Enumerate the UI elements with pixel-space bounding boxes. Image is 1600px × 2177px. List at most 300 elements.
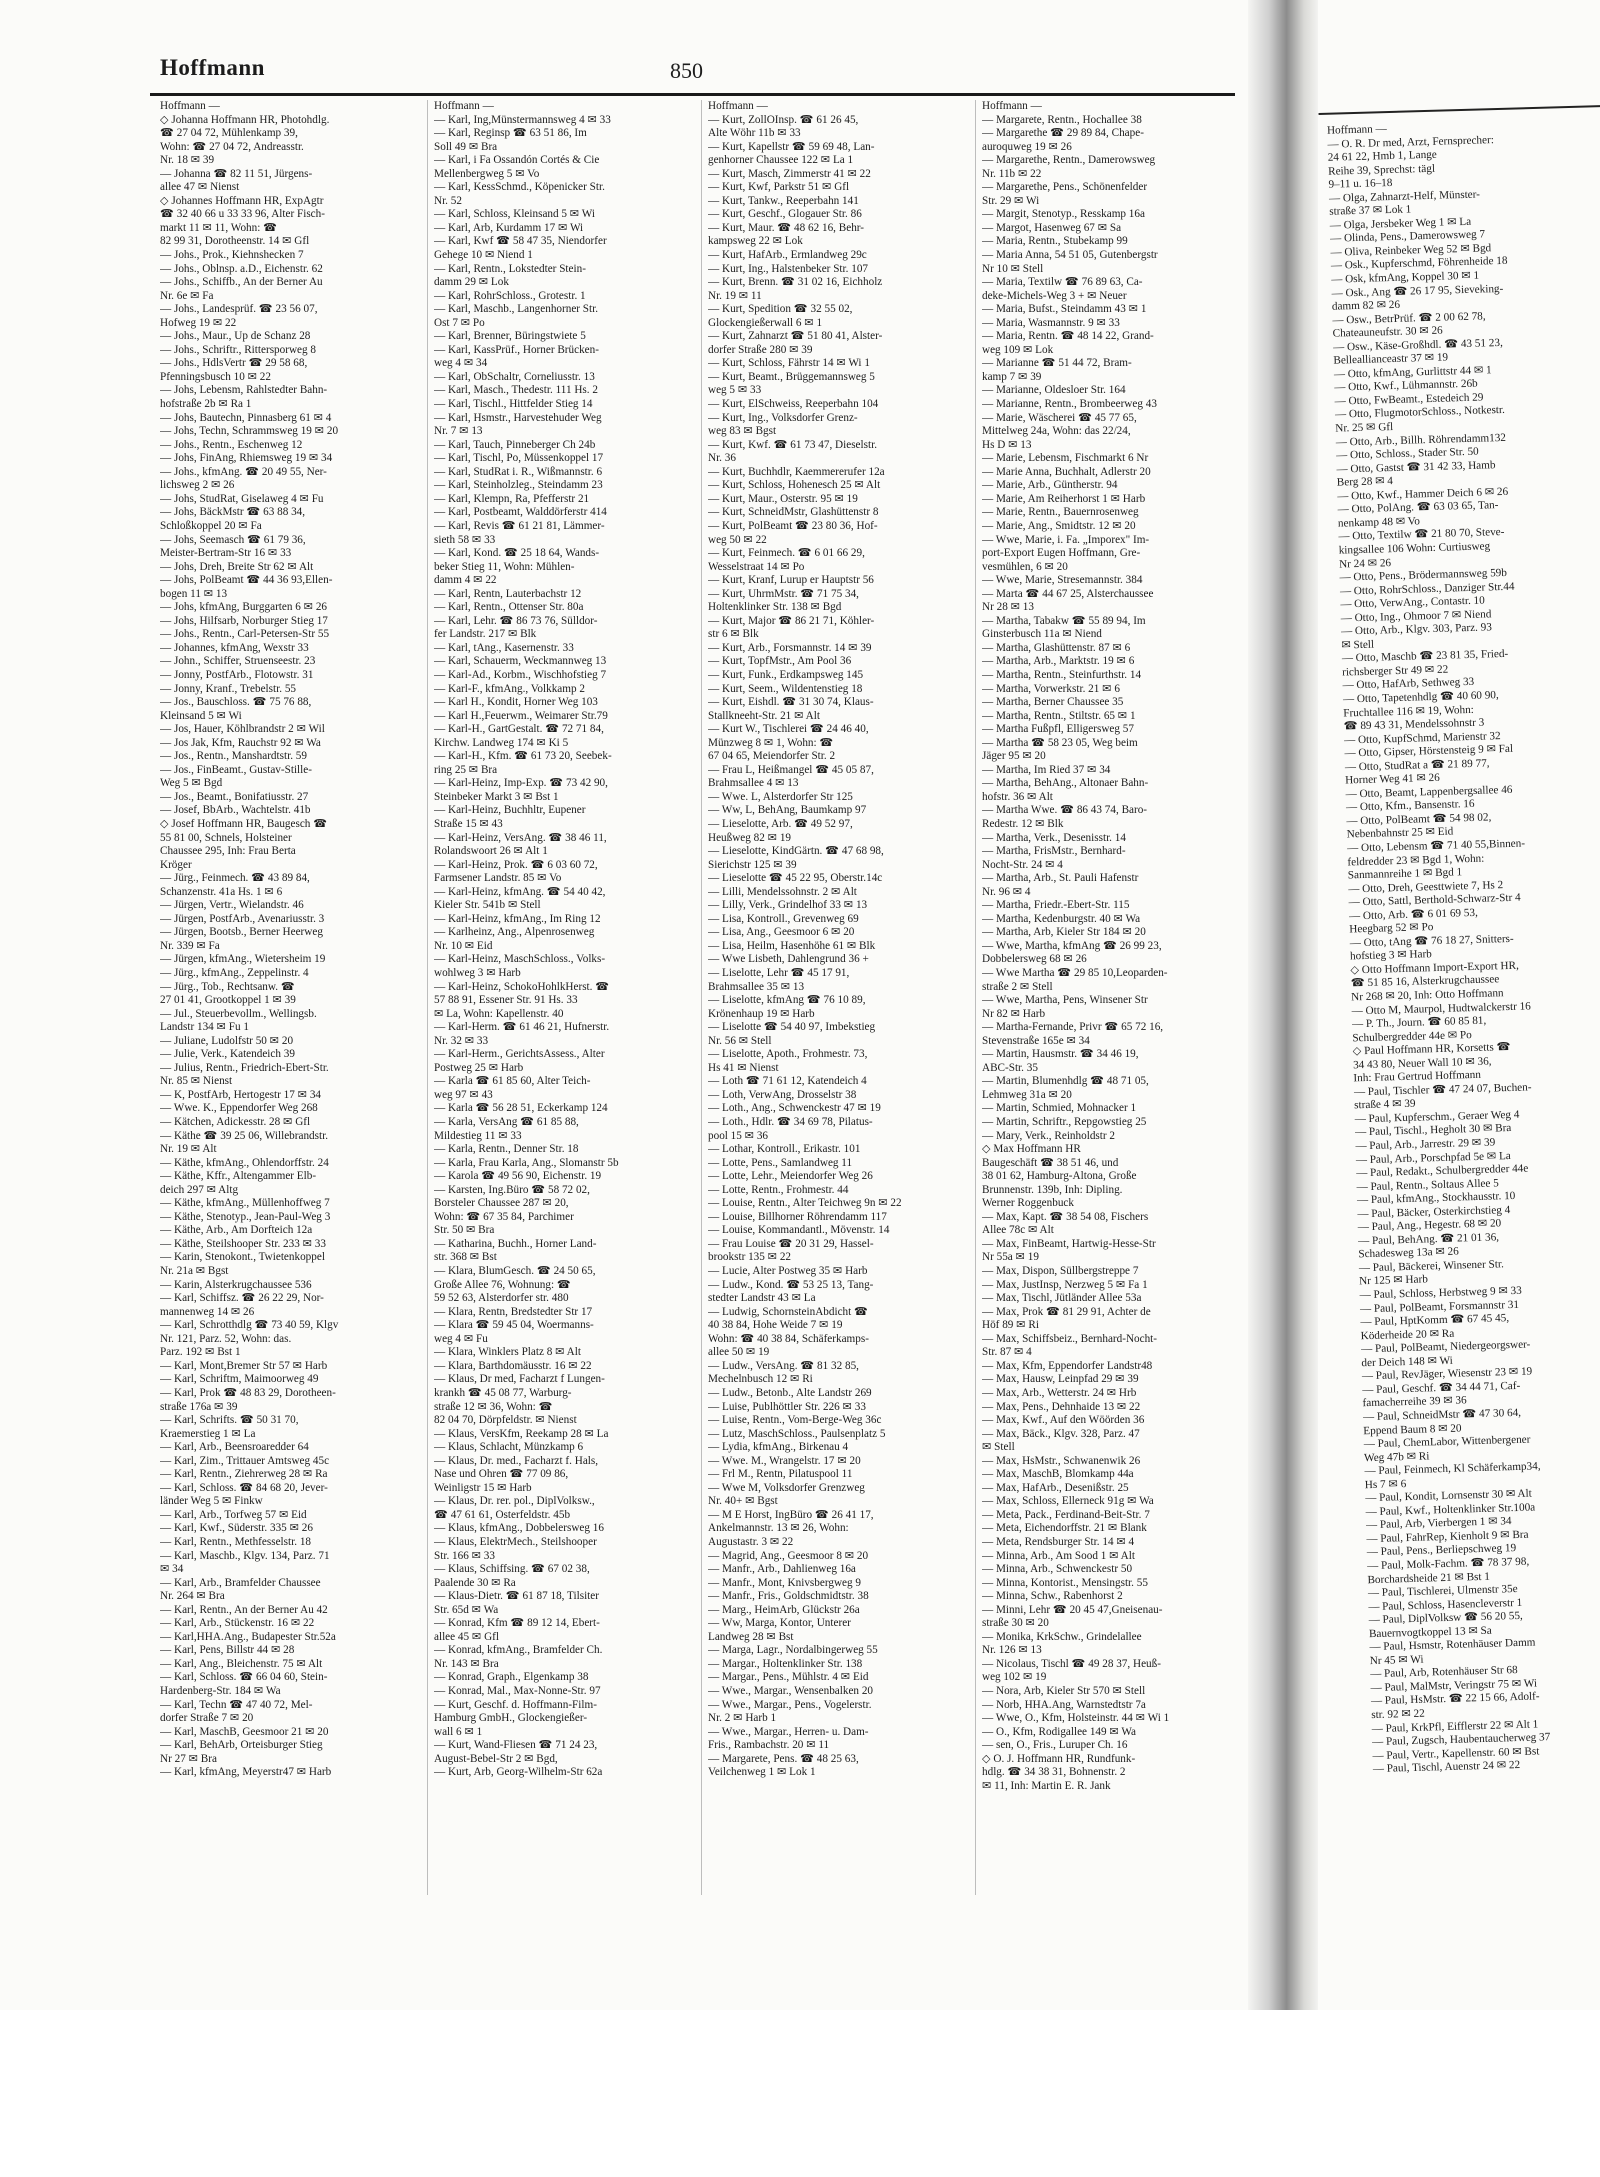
directory-entry: — Paul, Rentn., Soltaus Allee 5 (1356, 1177, 1499, 1194)
directory-entry: nenkamp 48 ✉ Vo (1337, 515, 1421, 530)
directory-entry: — Karl, Kwf ☎ 58 47 35, Niendorfer (434, 235, 607, 248)
column-divider (975, 100, 976, 1895)
directory-entry: — Margarethe, Pens., Schönenfelder (982, 181, 1148, 194)
directory-entry: Veilchenweg 1 ✉ Lok 1 (708, 1766, 816, 1779)
directory-entry: Bauernvogtkoppel 13 ✉ Sa (1368, 1624, 1492, 1640)
directory-entry: — Jürg., Feinmech. ☎ 43 89 84, (160, 872, 310, 885)
directory-entry: — Karl, Schiffsz. ☎ 26 22 29, Nor- (160, 1292, 324, 1305)
directory-entry: — Wwe., Margar., Wensenbalken 20 (708, 1684, 874, 1697)
directory-entry: — Karl, Tischl., Hittfelder Stieg 14 (434, 398, 593, 411)
directory-entry: — Klaus, Dr. rer. pol., DiplVolksw., (434, 1495, 595, 1508)
directory-entry: lichsweg 2 ✉ 26 (160, 479, 235, 492)
directory-entry: Nr 268 ✉ 20, Inh: Otto Hoffmann (1351, 987, 1504, 1004)
directory-entry: Nr 10 ✉ Stell (982, 262, 1044, 275)
directory-entry: — Nicolaus, Tischl ☎ 49 28 37, Heuß- (982, 1657, 1161, 1670)
directory-entry: allee 45 ✉ Gfl (434, 1630, 499, 1643)
directory-entry: — Karl, ObSchaltr, Corneliusstr. 13 (434, 370, 595, 383)
directory-entry: — Wwe M, Volksdorfer Grenzweg (708, 1481, 865, 1494)
directory-entry: — Karl, KessSchmd., Köpenicker Str. (434, 181, 605, 194)
directory-entry: — Karl, Masch., Thedestr. 111 Hs. 2 (434, 384, 598, 397)
directory-entry: — Karla ☎ 56 28 51, Eckerkamp 124 (434, 1102, 608, 1115)
directory-entry: Nr. 25 ✉ Gfl (1335, 421, 1394, 435)
directory-entry: Belleallianceastr 37 ✉ 19 (1333, 351, 1449, 367)
directory-entry: — Klara, Rentn, Bredstedter Str 17 (434, 1305, 593, 1318)
directory-entry: — Martha, Rentn., Steinfurthstr. 14 (982, 668, 1142, 681)
directory-entry: — Karl, Klempn, Ra, Pfefferstr 21 (434, 492, 590, 505)
directory-entry: straße 4 ✉ 39 (1354, 1098, 1416, 1112)
directory-entry: wall 6 ✉ 1 (434, 1725, 483, 1738)
directory-entry: — Karl, Ang., Bleichenstr. 75 ✉ Alt (160, 1657, 323, 1670)
directory-entry: — Johs., Schiffb., An der Berner Au (160, 276, 323, 289)
directory-entry: Schadesweg 13a ✉ 26 (1358, 1245, 1459, 1261)
directory-entry: — Klara, BlumGesch. ☎ 24 50 65, (434, 1265, 596, 1278)
directory-entry: Stevenstraße 165e ✉ 34 (982, 1034, 1090, 1047)
directory-entry: August-Bebel-Str 2 ✉ Bgd, (434, 1752, 558, 1765)
directory-entry: — Klara ☎ 59 45 04, Woermanns- (434, 1319, 594, 1332)
directory-entry: — Paul, Hsmstr, Rotenhäuser Damm (1369, 1636, 1536, 1654)
directory-entry: Ost 7 ✉ Po (434, 316, 485, 329)
directory-entry: — Martha, Tabakw ☎ 55 89 94, Im (982, 614, 1146, 627)
directory-entry: weg 109 ✉ Lok (982, 343, 1054, 356)
directory-entry: beker Stieg 11, Wohn: Mühlen- (434, 560, 575, 573)
directory-entry: — Karl, Kwf., Süderstr. 335 ✉ 26 (160, 1522, 313, 1535)
directory-entry: Kleinsand 5 ✉ Wi (160, 709, 242, 722)
directory-entry: — Martha Wwe. ☎ 86 43 74, Baro- (982, 804, 1148, 817)
directory-entry: — Paul, Molk-Fachm. ☎ 78 37 98, (1366, 1555, 1530, 1573)
directory-entry: — Paul, ChemLabor, Wittenbergener (1363, 1433, 1531, 1451)
directory-entry: — Karl, Steinholzleg., Steindamm 23 (434, 479, 603, 492)
directory-entry: — Margar., Holtenklinker Str. 138 (708, 1657, 863, 1670)
directory-entry: — Louise, Kommandantl., Mövenstr. 14 (708, 1224, 890, 1237)
directory-entry: — Klaus, Dr. med., Facharzt f. Hals, (434, 1454, 599, 1467)
directory-entry: weg 97 ✉ 43 (434, 1088, 493, 1101)
directory-entry: — Paul, Zugsch, Haubentaucherweg 37 (1371, 1731, 1551, 1749)
directory-entry: — Kurt, TopfMstr., Am Pool 36 (708, 655, 852, 668)
directory-entry: — Karl-Heinz, SchokoHohlkHerst. ☎ (434, 980, 610, 993)
directory-entry: — Käthe, Kffr., Altengammer Elb- (160, 1170, 317, 1183)
directory-entry: Brahmsallee 4 ✉ 13 (708, 777, 799, 790)
directory-entry: — Johanna ☎ 82 11 51, Jürgens- (160, 167, 313, 180)
directory-entry: — Karl, Rentn., Ziehrerweg 28 ✉ Ra (160, 1468, 328, 1481)
directory-entry: brookstr 135 ✉ 22 (708, 1251, 792, 1264)
directory-entry: straße 30 ✉ 20 (982, 1617, 1049, 1630)
directory-entry: — Marga, Lagr., Nordalbingerweg 55 (708, 1644, 878, 1657)
directory-entry: — Johs., HdlsVertr ☎ 29 58 68, (160, 357, 308, 370)
directory-entry: — Martha, Friedr.-Ebert-Str. 115 (982, 899, 1130, 912)
directory-entry: ☎ 32 40 66 u 33 33 96, Alter Fisch- (160, 208, 325, 221)
directory-entry: — Osk, kfmAng, Koppel 30 ✉ 1 (1330, 269, 1480, 286)
directory-entry: — Lotte, Pens., Samlandweg 11 (708, 1156, 853, 1169)
directory-entry: — Paul, Tischl., Hegholt 30 ✉ Bra (1354, 1122, 1512, 1139)
directory-entry: Hofweg 19 ✉ 22 (160, 316, 237, 329)
directory-entry: Hoffmann — (708, 100, 768, 112)
directory-entry: — Kurt, HafArb., Ermlandweg 29c (708, 249, 867, 262)
directory-entry: — Klaus, ElektrMech., Steilshooper (434, 1535, 597, 1548)
directory-entry: Nr 27 ✉ Bra (160, 1752, 217, 1765)
directory-entry: 82 04 70, Dörpfeldstr. ✉ Nienst (434, 1414, 577, 1427)
directory-entry: — Paul, Pens., Berliepschweg 19 (1366, 1542, 1517, 1559)
directory-entry: stedter Landstr 43 ✉ La (708, 1292, 816, 1305)
directory-entry: ◇ Otto Hoffmann Import-Export HR, (1350, 959, 1519, 977)
directory-entry: — Kurt, Kwf, Parkstr 51 ✉ Gfl (708, 181, 850, 194)
directory-entry: — Johs, kfmAng, Burggarten 6 ✉ 26 (160, 601, 328, 614)
directory-entry: — Karl, Schauerm, Weckmannweg 13 (434, 655, 607, 668)
directory-entry: — Karsten, Ing.Büro ☎ 58 72 02, (434, 1183, 590, 1196)
directory-entry: Hoffmann — (434, 100, 494, 112)
directory-entry: — Klaus, kfmAng., Dobbelersweg 16 (434, 1522, 604, 1535)
directory-entry: — Paul, Schloss, Herbstweg 9 ✉ 33 (1359, 1284, 1522, 1302)
directory-entry: — Frau Louise ☎ 20 31 29, Hassel- (708, 1237, 874, 1250)
directory-entry: Fruchtallee 116 ✉ 19, Wohn: (1343, 703, 1474, 720)
directory-entry: — Paul, Schloss, Hasencleverstr 1 (1368, 1596, 1523, 1613)
directory-entry: — Otto, Kwf., Lühmannstr. 26b (1334, 378, 1478, 395)
next-page-rule (1319, 105, 1600, 115)
directory-entry: Nase und Ohren ☎ 77 09 86, (434, 1468, 569, 1481)
directory-entry: 34 43 80, Neuer Wall 10 ✉ 36, (1352, 1055, 1492, 1072)
directory-entry: — Kurt, Brenn. ☎ 31 02 16, Eichholz (708, 276, 883, 289)
directory-entry: — Kurt, Geschf. d. Hoffmann-Film- (434, 1698, 597, 1711)
directory-entry: Kirchw. Landweg 174 ✉ Ki 5 (434, 736, 569, 749)
directory-entry: — Karl, Maschb., Langenhorner Str. (434, 303, 599, 316)
directory-entry: — Mary, Verk., Reinholdstr 2 (982, 1129, 1115, 1142)
directory-entry: famacherreihe 39 ✉ 36 (1362, 1394, 1467, 1410)
directory-entry: — Kurt, ElSchweiss, Reeperbahn 104 (708, 398, 879, 411)
directory-entry: Nr. 96 ✉ 4 (982, 885, 1031, 898)
directory-entry: — Käthe, Steilshooper Str. 233 ✉ 33 (160, 1237, 326, 1250)
directory-entry: — Ww, L, BehAng, Baumkamp 97 (708, 804, 867, 817)
directory-entry: Nr. 126 ✉ 13 (982, 1644, 1042, 1657)
directory-entry: — Osk., Ang ☎ 26 17 95, Sieveking- (1331, 282, 1504, 300)
directory-entry: Str. 65d ✉ Wa (434, 1603, 499, 1616)
directory-entry: Nr. 19 ✉ Alt (160, 1143, 217, 1156)
directory-entry: — Johs., Schriftr., Rittersporweg 8 (160, 343, 316, 356)
directory-entry: — Max, FinBeamt, Hartwig-Hesse-Str (982, 1237, 1156, 1250)
directory-entry: — Jürg., Tob., Rechtsanw. ☎ (160, 980, 295, 993)
directory-entry: Münzweg 8 ✉ 1, Wohn: ☎ (708, 736, 834, 749)
directory-entry: Nr. 143 ✉ Bra (434, 1657, 499, 1670)
directory-entry: Stallkneeht-Str. 21 ✉ Alt (708, 709, 820, 722)
directory-entry: Nr. 10 ✉ Eid (434, 939, 493, 952)
directory-entry: Nr. 40+ ✉ Bgst (708, 1495, 778, 1508)
directory-entry: — Karl-H., GartGestalt. ☎ 72 71 84, (434, 723, 604, 736)
directory-entry: Eppend Baum 8 ✉ 20 (1363, 1422, 1462, 1437)
directory-entry: — Karl-Heinz, Buchhltr, Eupener (434, 804, 586, 817)
directory-entry: — Karl, Rentn., Methfesselstr. 18 (160, 1535, 312, 1548)
directory-entry: — Lisa, Ang., Geesmoor 6 ✉ 20 (708, 926, 855, 939)
directory-entry: — Martha, Arb, Kieler Str 184 ✉ 20 (982, 926, 1146, 939)
directory-entry: — Klaus, Schiffsing. ☎ 67 02 38, (434, 1563, 590, 1576)
directory-entry: Nr. 2 ✉ Harb 1 (708, 1712, 777, 1725)
directory-entry: — Karin, Alsterkrugchaussee 536 (160, 1278, 312, 1291)
directory-entry: — Frl M., Rentn, Pilatuspool 11 (708, 1468, 853, 1481)
directory-entry: — Olga, Zahnarzt-Helf, Münster- (1328, 188, 1481, 205)
directory-entry: Kröger (160, 858, 192, 871)
directory-entry: allee 50 ✉ 19 (708, 1346, 770, 1359)
directory-entry: — Johannes, kfmAng, Wexstr 33 (160, 641, 309, 654)
directory-entry: ◇ Max Hoffmann HR (982, 1143, 1081, 1156)
directory-entry: Hs D ✉ 13 (982, 438, 1032, 451)
directory-entry: — Max, Kapt. ☎ 38 54 08, Fischers (982, 1210, 1149, 1223)
directory-entry: — Karl-Heinz, Prok. ☎ 6 03 60 72, (434, 858, 598, 871)
directory-entry: — Paul, kfmAng., Stockhausstr. 10 (1356, 1190, 1516, 1207)
directory-entry: Große Allee 76, Wohnung: ☎ (434, 1278, 571, 1291)
directory-entry: — Otto, Pens., Brödermannsweg 59b (1339, 566, 1508, 584)
directory-entry: — Karl, Schrifts. ☎ 50 31 70, (160, 1414, 299, 1427)
directory-entry: — Lieselotte, KindGärtn. ☎ 47 68 98, (708, 845, 884, 858)
directory-entry: — Otto, StudRat a ☎ 21 89 77, (1344, 757, 1490, 774)
directory-entry: — Minna, Arb., Schwenckestr 50 (982, 1563, 1133, 1576)
directory-entry: — Jul., Steuerbevollm., Wellingsb. (160, 1007, 317, 1020)
directory-entry: — Kurt, Arb., Forsmannstr. 14 ✉ 39 (708, 641, 872, 654)
directory-entry: 67 04 65, Meiendorfer Str. 2 (708, 750, 836, 763)
directory-entry: — Karl, Reginsp ☎ 63 51 86, Im (434, 127, 587, 140)
directory-entry: krankh ☎ 45 08 77, Warburg- (434, 1386, 572, 1399)
directory-entry: richsberger Str 49 ✉ 22 (1341, 663, 1449, 679)
directory-entry: Höf 89 ✉ Ri (982, 1319, 1039, 1332)
directory-entry: — Otto, Arb., Billh. Röhrendamm132 (1335, 431, 1507, 449)
directory-entry: dorfer Straße 280 ✉ 39 (708, 343, 813, 356)
directory-entry: — Wwe., Margar., Pens., Vogelerstr. (708, 1698, 872, 1711)
directory-entry: — Jos., Bauschloss. ☎ 75 76 88, (160, 696, 312, 709)
directory-entry: — Kurt, Kapellstr ☎ 59 69 48, Lan- (708, 140, 875, 153)
directory-entry: Nr. 339 ✉ Fa (160, 939, 220, 952)
directory-entry: — Jos Jak, Kfm, Rauchstr 92 ✉ Wa (160, 736, 321, 749)
directory-entry: — Karl H., Kondit, Horner Weg 103 (434, 696, 598, 709)
directory-entry: 9–11 u. 16–18 (1328, 177, 1393, 191)
directory-entry: vesmühlen, 6 ✉ 20 (982, 560, 1068, 573)
directory-entry: — Otto, Kfm., Bansenstr. 16 (1345, 798, 1475, 814)
directory-entry: Parz. 192 ✉ Bst 1 (160, 1346, 241, 1359)
directory-entry: — Kurt W., Tischlerei ☎ 24 46 40, (708, 723, 869, 736)
directory-entry: — Kurt, Kranf, Lurup er Hauptstr 56 (708, 574, 874, 587)
directory-entry: Mellenbergweg 5 ✉ Vo (434, 167, 540, 180)
directory-entry: Wohn: ☎ 40 38 84, Schäferkamps- (708, 1332, 869, 1345)
directory-entry: — Karl-Heinz, Imp-Exp. ☎ 73 42 90, (434, 777, 608, 790)
directory-entry: ◇ Paul Hoffmann HR, Korsetts ☎ (1352, 1041, 1511, 1058)
directory-entry: — Paul, BehAng. ☎ 21 01 36, (1357, 1231, 1500, 1248)
directory-entry: — Karl, Kond. ☎ 25 18 64, Wands- (434, 547, 600, 560)
directory-entry: — Martha, Berner Chaussee 35 (982, 696, 1124, 709)
directory-entry: — Lieselotte, Arb. ☎ 49 52 97, (708, 817, 853, 830)
directory-entry: — Max, Schiffsbeiz., Bernhard-Nocht- (982, 1332, 1158, 1345)
directory-entry: — Karl, Arb., Torfweg 57 ✉ Eid (160, 1508, 307, 1521)
directory-entry: ✉ Stell (1341, 638, 1375, 652)
directory-entry: straße 2 ✉ Stell (982, 980, 1053, 993)
directory-entry: — Marta ☎ 44 67 25, Alsterchaussee (982, 587, 1154, 600)
directory-entry: — Paul, Arb, Vierbergen 1 ✉ 34 (1365, 1515, 1512, 1532)
directory-entry: — Ludw., VersAng. ☎ 81 32 85, (708, 1359, 859, 1372)
directory-entry: Heußweg 82 ✉ 19 (708, 831, 792, 844)
directory-entry: — Margarete, Pens. ☎ 48 25 63, (708, 1752, 859, 1765)
directory-entry: Brunnenstr. 139b, Inh: Dipling. (982, 1183, 1123, 1196)
directory-entry: — Martin, Schmied, Mohnacker 1 (982, 1102, 1137, 1115)
directory-entry: — Karl, Ing,Münstermannsweg 4 ✉ 33 (434, 113, 611, 126)
directory-entry: — Lotte, Lehr., Meiendorfer Weg 26 (708, 1170, 873, 1183)
directory-entry: Kieler Str. 541b ✉ Stell (434, 899, 541, 912)
page-header-name: Hoffmann (160, 55, 265, 80)
directory-entry: — Karl, Hsmstr., Harvestehuder Weg (434, 411, 602, 424)
directory-entry: Nocht-Str. 24 ✉ 4 (982, 858, 1063, 871)
directory-entry: — Paul, Tischler ☎ 47 24 07, Buchen- (1353, 1081, 1532, 1099)
directory-entry: Baugeschäft ☎ 38 51 46, und (982, 1156, 1119, 1169)
directory-entry: — Julie, Verk., Katendeich 39 (160, 1048, 295, 1061)
directory-entry: 82 99 31, Dorotheenstr. 14 ✉ Gfl (160, 235, 310, 248)
directory-entry: — Jos, Hauer, Köhlbrandstr 2 ✉ Wil (160, 723, 325, 736)
directory-entry: — Jos., Rentn., Manshardtstr. 59 (160, 750, 307, 763)
directory-entry: — Jonny, Kranf., Trebelstr. 55 (160, 682, 297, 695)
directory-entry: — Otto, VerwAng., Contastr. 10 (1340, 594, 1485, 611)
directory-entry: — Margarethe ☎ 29 89 84, Chape- (982, 127, 1144, 140)
directory-entry: — Paul, RevJäger, Wiesenstr 23 ✉ 19 (1361, 1365, 1533, 1383)
directory-entry: straße 37 ✉ Lok 1 (1329, 203, 1412, 219)
directory-entry: — Paul, SchneidMstr ☎ 47 30 64, (1362, 1406, 1522, 1424)
directory-entry: Rolandswoort 26 ✉ Alt 1 (434, 845, 548, 858)
directory-entry: — Johs, Lebensm, Rahlstedter Bahn- (160, 384, 328, 397)
directory-entry: ✉ 34 (160, 1563, 184, 1576)
directory-entry: — Paul, Tischlerei, Ulmenstr 35e (1367, 1583, 1518, 1600)
directory-entry: — Otto, FwBeamt., Estedeich 29 (1334, 391, 1484, 408)
directory-entry: hofstieg 3 ✉ Harb (1349, 948, 1432, 963)
directory-entry: 27 01 41, Grootkoppel 1 ✉ 39 (160, 994, 296, 1007)
directory-entry: — Minna, Arb., Am Sood 1 ✉ Alt (982, 1549, 1135, 1562)
directory-entry: — Lotte, Rentn., Frohmestr. 44 (708, 1183, 849, 1196)
directory-entry: ✉ Stell (982, 1441, 1015, 1454)
next-page-entries (1327, 117, 1600, 1944)
directory-entry: — Johs., Landesprüf. ☎ 23 56 07, (160, 303, 318, 316)
directory-entry: — Karl, Schloss. ☎ 66 04 60, Stein- (160, 1671, 328, 1684)
directory-entry: — Liselotte ☎ 54 40 97, Imbekstieg (708, 1021, 876, 1034)
directory-entry: — Karl, Schrotthdlg ☎ 73 40 59, Klgv (160, 1319, 339, 1332)
directory-entry: — Lilli, Mendelssohnstr. 2 ✉ Alt (708, 885, 857, 898)
directory-entry: Farmsener Landstr. 85 ✉ Vo (434, 872, 562, 885)
directory-entry: — Klaus-Dietr. ☎ 61 87 18, Tilsiter (434, 1590, 599, 1603)
directory-entry: — Otto, Arb., Klgv. 303, Parz. 93 (1340, 621, 1493, 638)
directory-entry: Horner Weg 41 ✉ 26 (1344, 772, 1440, 787)
directory-entry: — Paul, Bäcker, Osterkirchstieg 4 (1357, 1203, 1511, 1221)
directory-entry: — Minna, Kontorist., Mensingstr. 55 (982, 1576, 1148, 1589)
directory-entry: — Margar., Pens., Mühlstr. 4 ✉ Eid (708, 1671, 869, 1684)
directory-entry: 24 61 22, Hmb 1, Lange (1327, 148, 1437, 164)
directory-entry: — Liselotte, Lehr ☎ 45 17 91, (708, 967, 850, 979)
directory-entry: Mildestieg 11 ✉ 33 (434, 1129, 522, 1142)
directory-entry: — Johs., Rentn., Eschenweg 12 (160, 438, 303, 451)
directory-entry: — Kurt, ZollOInsp. ☎ 61 26 45, (708, 113, 859, 126)
directory-entry: — Otto, HafArb, Sethweg 33 (1342, 676, 1475, 692)
directory-entry: Schanzenstr. 41a Hs. 1 ✉ 6 (160, 885, 283, 898)
directory-entry: hofstraße 2b ✉ Ra 1 (160, 398, 252, 411)
directory-entry: — O. R. Dr med, Arzt, Fernsprecher: (1327, 133, 1495, 151)
directory-entry: — K, PostfArb, Hertogestr 17 ✉ 34 (160, 1088, 322, 1101)
directory-entry: — Karl, Rentn., Lokstedter Stein- (434, 262, 586, 275)
directory-entry: — Marianne ☎ 51 44 72, Bram- (982, 357, 1132, 370)
directory-entry: Nebenbahnstr 25 ✉ Eid (1346, 825, 1454, 841)
directory-entry: — Luise, Publhöttler Str. 226 ✉ 33 (708, 1400, 866, 1413)
directory-entry: — Martha, Vorwerkstr. 21 ✉ 6 (982, 682, 1120, 695)
directory-entry: deke-Michels-Weg 3 + ✉ Neuer (982, 289, 1127, 302)
directory-entry: — Martin, Blumenhdlg ☎ 48 71 05, (982, 1075, 1149, 1088)
directory-entry: — Otto, Kwf., Hammer Deich 6 ✉ 26 (1337, 485, 1509, 503)
directory-entry: — Johs, PolBeamt ☎ 44 36 93,Ellen- (160, 574, 333, 587)
directory-entry: Sanmannreihe 1 ✉ Bgd 1 (1347, 866, 1463, 882)
directory-entry: ◇ O. J. Hoffmann HR, Rundfunk- (982, 1752, 1136, 1765)
directory-entry: — Julius, Rentn., Friedrich-Ebert-Str. (160, 1061, 329, 1074)
directory-entry: Nr 82 ✉ Harb (982, 1007, 1046, 1020)
directory-entry: — Max, Pens., Dehnhaide 13 ✉ 22 (982, 1400, 1141, 1413)
directory-entry: — Karla, VersAng ☎ 61 85 88, (434, 1116, 579, 1129)
directory-entry: — Maria, Bufst., Steindamm 43 ✉ 1 (982, 303, 1147, 316)
directory-entry: — Louise, Billhorner Röhrendamm 117 (708, 1210, 887, 1223)
directory-entry: — Otto, Gastst ☎ 31 42 33, Hamb (1336, 458, 1496, 476)
directory-entry: Nr. 52 (434, 194, 462, 207)
directory-entry: — Johs, Hilfsarb, Norburger Stieg 17 (160, 614, 328, 627)
directory-entry: Str. 29 ✉ Wi (982, 194, 1040, 207)
directory-entry: — Karl, StudRat i. R., Wißmannstr. 6 (434, 465, 603, 478)
directory-entry: kamp 7 ✉ 39 (982, 370, 1042, 383)
directory-entry: Straße 15 ✉ 43 (434, 817, 503, 830)
directory-entry: — Olinda, Pens., Damerowsweg 7 (1329, 228, 1486, 246)
directory-entry: — Karl-Heinz, MaschSchloss., Volks- (434, 953, 606, 966)
directory-entry: — Martha, Glashüttenstr. 87 ✉ 6 (982, 641, 1131, 654)
directory-entry: — Maria, Rentn., Stubekamp 99 (982, 235, 1128, 248)
directory-entry: Alte Wöhr 11b ✉ 33 (708, 127, 801, 140)
directory-entry: allee 47 ✉ Nienst (160, 181, 240, 194)
directory-entry: — Käthe, Stenotyp., Jean-Paul-Weg 3 (160, 1210, 331, 1223)
directory-entry: — John., Schiffer, Struenseestr. 23 (160, 655, 316, 668)
directory-entry: ✉ La, Wohn: Kapellenstr. 40 (434, 1007, 564, 1020)
directory-entry: Fris., Rambachstr. 20 ✉ 11 (708, 1739, 830, 1752)
directory-entry: — Käthe, kfmAng., Ohlendorffstr. 24 (160, 1156, 329, 1169)
directory-entry: Meister-Bertram-Str 16 ✉ 33 (160, 547, 292, 560)
directory-entry: Krönenhaup 19 ✉ Harb (708, 1007, 815, 1020)
directory-entry: mannenweg 14 ✉ 26 (160, 1305, 255, 1318)
directory-entry: Nr. 19 ✉ 11 (708, 289, 762, 302)
directory-entry: — Kurt, Kwf. ☎ 61 73 47, Dieselstr. (708, 438, 877, 451)
directory-entry: kampsweg 22 ✉ Lok (708, 235, 803, 248)
directory-entry: straße 12 ✉ 36, Wohn: ☎ (434, 1400, 553, 1413)
directory-entry: Hamburg GmbH., Glockengießer- (434, 1712, 588, 1725)
directory-entry: — Karl, i Fa Ossandón Cortés & Cie (434, 154, 600, 167)
directory-entry: Wohn: ☎ 27 04 72, Andreasstr. (160, 140, 304, 153)
directory-entry: Wohn: ☎ 67 35 84, Parchimer (434, 1210, 574, 1223)
directory-entry: — Jürgen, Bootsb., Berner Heerweg (160, 926, 323, 939)
directory-entry: — Paul, KrkPfl, Eifflerstr 22 ✉ Alt 1 (1371, 1718, 1539, 1735)
directory-entry: — Kurt, Spedition ☎ 32 55 02, (708, 303, 853, 316)
directory-entry: Nr. 32 ✉ 33 (434, 1034, 489, 1047)
directory-entry: Hoffmann — (1326, 123, 1387, 137)
directory-entry: — Kurt, Buchhdlr, Kaemmererufer 12a (708, 465, 885, 478)
directory-entry: Str. 166 ✉ 33 (434, 1549, 495, 1562)
directory-entry: — sen, O., Fris., Luruper Ch. 16 (982, 1739, 1128, 1752)
directory-entry: — Norb, HHA.Ang, Warnstedtstr 7a (982, 1698, 1146, 1711)
directory-entry: — Otto M, Maurpol, Hudtwalckerstr 16 (1351, 999, 1531, 1017)
directory-entry: — Otto, Schloss., Stader Str. 50 (1335, 445, 1479, 462)
directory-entry: — Karl, RohrSchloss., Grotestr. 1 (434, 289, 586, 302)
directory-entry: — Karl-H., Kfm. ☎ 61 73 20, Seebek- (434, 750, 612, 763)
directory-entry: Chateauneufstr. 30 ✉ 26 (1332, 324, 1443, 340)
directory-entry: Redestr. 12 ✉ Blk (982, 817, 1064, 830)
directory-entry: Brahmsallee 35 ✉ 13 (708, 980, 805, 993)
directory-entry: — Konrad, Kfm ☎ 89 12 14, Ebert- (434, 1617, 600, 1630)
directory-entry: — Kurt, SchneidMstr, Glashüttenstr 8 (708, 506, 879, 519)
directory-entry: — Karl, Rentn, Lauterbachstr 12 (434, 587, 582, 600)
directory-entry: str. 92 ✉ 22 (1371, 1707, 1425, 1722)
directory-entry: — Meta, Pack., Ferdinand-Beit-Str. 7 (982, 1508, 1150, 1521)
directory-entry: port-Export Eugen Hoffmann, Gre- (982, 547, 1141, 560)
directory-entry: — Katharina, Buchh., Horner Land- (434, 1237, 597, 1250)
directory-entry: — Martha Fußpfl, Elligersweg 57 (982, 723, 1134, 736)
directory-entry: — Meta, Eichendorffstr. 21 ✉ Blank (982, 1522, 1147, 1535)
directory-entry: — Karl, Pens, Billstr 44 ✉ 28 (160, 1644, 295, 1657)
